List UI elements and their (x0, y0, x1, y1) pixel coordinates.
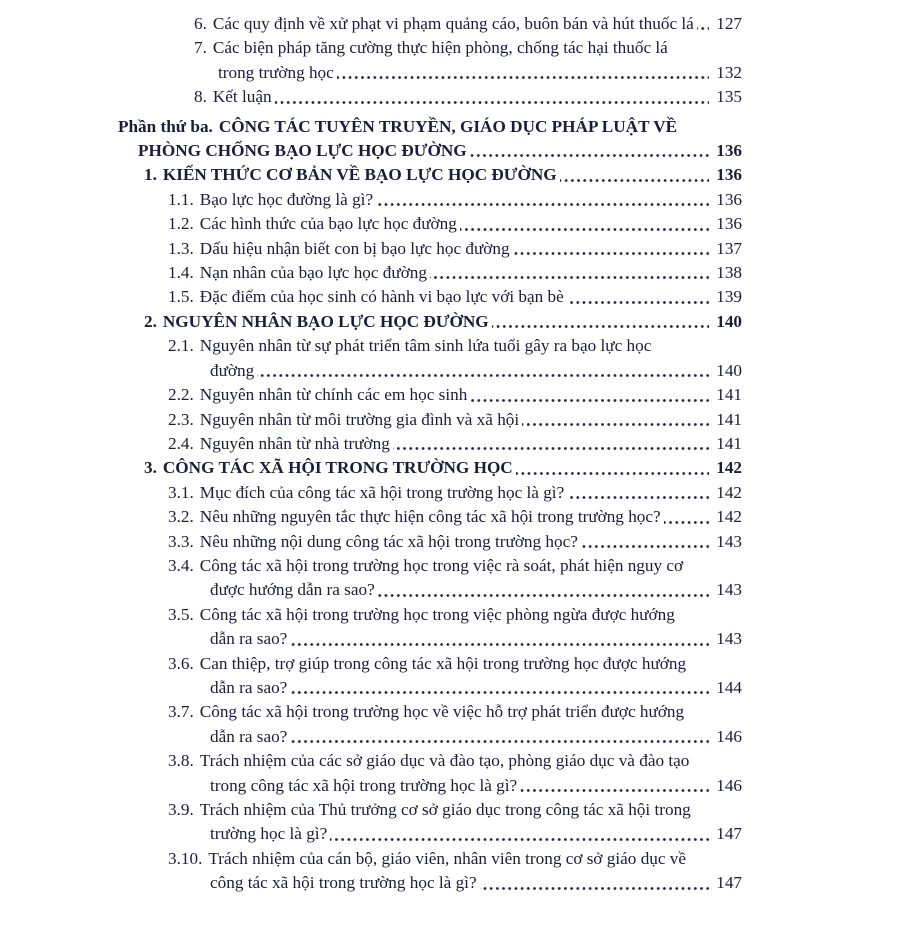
toc-entry-number: 8. (194, 87, 213, 106)
toc-entry-title: Trách nhiệm của các sở giáo dục và đào tạo, phòng giáo dục và đào tạo trong công tác xã hội trong trường học là gì? (199, 751, 690, 795)
toc-entry-title: CÔNG TÁC XÃ HỘI TRONG TRƯỜNG HỌC (163, 458, 516, 477)
toc-entry-page-number: 140 (709, 359, 742, 383)
toc-entry-number: 2.3. (168, 410, 200, 429)
toc-entry-number: 3.10. (168, 849, 208, 868)
toc-entry-number: 3.3. (168, 532, 200, 551)
toc-entry-page-number: 136 (709, 188, 742, 212)
toc-entry-page-number: 143 (709, 578, 742, 602)
toc-entry-page-number: 137 (709, 237, 742, 261)
toc-entry-number: 3.7. (168, 702, 200, 721)
toc-entry (168, 847, 742, 896)
toc-entry-number: 2.1. (168, 336, 200, 355)
toc-entry-number: 1.5. (168, 287, 200, 306)
toc-entry-number: 7. (194, 38, 213, 57)
toc-entry (168, 188, 742, 212)
toc-part-heading (118, 115, 742, 164)
toc-entry-title: NGUYÊN NHÂN BẠO LỰC HỌC ĐƯỜNG (163, 312, 492, 331)
toc-entry-number: 3.4. (168, 556, 200, 575)
toc-entry-number: 2.2. (168, 385, 200, 404)
toc-entry-title: Các hình thức của bạo lực học đường (200, 214, 460, 233)
toc-entry-title: Công tác xã hội trong trường học về việc hỗ trợ phát triển được hướng dẫn ra sao? (199, 702, 685, 746)
toc-entry-number: 1.2. (168, 214, 200, 233)
toc-entry-title: Nêu những nội dung công tác xã hội trong trường học? (200, 532, 581, 551)
toc-entry (168, 285, 742, 309)
toc-entry-number: 3.8. (168, 751, 200, 770)
toc-entry-page-number: 136 (709, 212, 742, 236)
toc-entry-page-number: 143 (709, 627, 742, 651)
toc-entry (168, 212, 742, 236)
toc-entry-number: 3.1. (168, 483, 200, 502)
toc-entry-title: Các biện pháp tăng cường thực hiện phòng, chống tác hại thuốc lá trong trường học (212, 38, 668, 82)
toc-entry (168, 798, 742, 847)
toc-entry-number: 3.9. (168, 800, 200, 819)
toc-entry-title: Trách nhiệm của cán bộ, giáo viên, nhân viên trong cơ sở giáo dục về công tác xã hội trong trường học là gì? (208, 848, 687, 893)
toc-entry-page-number: 144 (709, 676, 742, 700)
toc-entry-page-number: 147 (709, 871, 742, 895)
toc-entry (168, 554, 742, 603)
toc-entry (168, 408, 742, 432)
toc-entry-title: Can thiệp, trợ giúp trong công tác xã hội trong trường học được hướng dẫn ra sao? (199, 653, 687, 697)
toc-entry-number: 1.3. (168, 239, 200, 258)
toc-entry-number: 1.1. (168, 190, 200, 209)
toc-entry (168, 237, 742, 261)
toc-entry-title: Các quy định về xử phạt vi phạm quảng cáo, buôn bán và hút thuốc lá (213, 14, 697, 33)
toc-entry-page-number: 142 (709, 456, 742, 480)
toc-entry-title: Nêu những nguyên tắc thực hiện công tác xã hội trong trường học? (200, 507, 664, 526)
toc-entry (194, 12, 742, 36)
table-of-contents (118, 0, 742, 896)
toc-entry-page-number: 146 (709, 725, 742, 749)
toc-entry-title: Công tác xã hội trong trường học trong việc rà soát, phát hiện nguy cơ được hướng dẫn ra sao? (199, 555, 684, 600)
toc-entry-title: Bạo lực học đường là gì? (200, 190, 376, 209)
toc-entry-number: 6. (194, 14, 213, 33)
toc-entry-page-number: 142 (709, 481, 742, 505)
toc-entry-number: 3.6. (168, 654, 200, 673)
toc-entry (168, 700, 742, 749)
toc-entry-title: Dấu hiệu nhận biết con bị bạo lực học đường (200, 239, 513, 258)
toc-entry (168, 481, 742, 505)
toc-entry-page-number: 143 (709, 530, 742, 554)
toc-entry-title: Kết luận (213, 87, 275, 106)
toc-entry-page-number: 140 (709, 310, 742, 334)
toc-section-heading (144, 456, 742, 480)
toc-entry-number: 2.4. (168, 434, 200, 453)
toc-entry-title: Nguyên nhân từ nhà trường (200, 434, 393, 453)
toc-entry-number: 3.2. (168, 507, 200, 526)
toc-entry-page-number: 127 (709, 12, 742, 36)
toc-entry (168, 334, 742, 383)
toc-entry-number: 1.4. (168, 263, 200, 282)
toc-entry-number: 1. (144, 165, 163, 184)
toc-entry-page-number: 136 (709, 139, 742, 163)
toc-entry-title: Nạn nhân của bạo lực học đường (200, 263, 430, 282)
toc-entry-page-number: 146 (709, 774, 742, 798)
toc-entry (168, 261, 742, 285)
toc-entry (168, 603, 742, 652)
toc-entry-number: 3.5. (168, 605, 200, 624)
toc-entry-page-number: 141 (709, 383, 742, 407)
toc-entry-number: Phần thứ ba. (118, 117, 219, 136)
toc-entry (168, 505, 742, 529)
toc-entry-title: KIẾN THỨC CƠ BẢN VỀ BẠO LỰC HỌC ĐƯỜNG (163, 165, 560, 184)
toc-entry-title: Nguyên nhân từ chính các em học sinh (200, 385, 471, 404)
toc-section-heading (144, 310, 742, 334)
toc-entry-title: Trách nhiệm của Thủ trưởng cơ sở giáo dục trong công tác xã hội trong trường học là gì? (199, 800, 691, 844)
toc-entry (168, 383, 742, 407)
toc-entry-title: Nguyên nhân từ sự phát triển tâm sinh lứa tuổi gây ra bạo lực học đường (199, 336, 652, 380)
toc-entry-page-number: 147 (709, 822, 742, 846)
toc-entry (168, 432, 742, 456)
toc-entry-page-number: 136 (709, 163, 742, 187)
toc-entry-page-number: 132 (709, 61, 742, 85)
toc-entry-title: Công tác xã hội trong trường học trong việc phòng ngừa được hướng dẫn ra sao? (199, 604, 675, 649)
toc-entry-page-number: 135 (709, 85, 742, 109)
toc-entry-number: 3. (144, 458, 163, 477)
toc-entry (194, 36, 742, 85)
toc-entry-title: Mục đích của công tác xã hội trong trường học là gì? (200, 483, 567, 502)
toc-entry-page-number: 138 (709, 261, 742, 285)
toc-entry-number: 2. (144, 312, 163, 331)
toc-entry-page-number: 139 (709, 285, 742, 309)
toc-section-heading (144, 163, 742, 187)
toc-entry-page-number: 142 (709, 505, 742, 529)
toc-entry-title: CÔNG TÁC TUYÊN TRUYỀN, GIÁO DỤC PHÁP LUẬT VỀ PHÒNG CHỐNG BẠO LỰC HỌC ĐƯỜNG (138, 116, 678, 161)
toc-entry (168, 652, 742, 701)
toc-entry-title: Nguyên nhân từ môi trường gia đình và xã hội (200, 410, 522, 429)
toc-entry-page-number: 141 (709, 408, 742, 432)
toc-entry-title: Đặc điểm của học sinh có hành vi bạo lực với bạn bè (200, 287, 567, 306)
toc-entry (168, 749, 742, 798)
toc-entry-page-number: 141 (709, 432, 742, 456)
toc-entry (168, 530, 742, 554)
toc-entry (194, 85, 742, 109)
